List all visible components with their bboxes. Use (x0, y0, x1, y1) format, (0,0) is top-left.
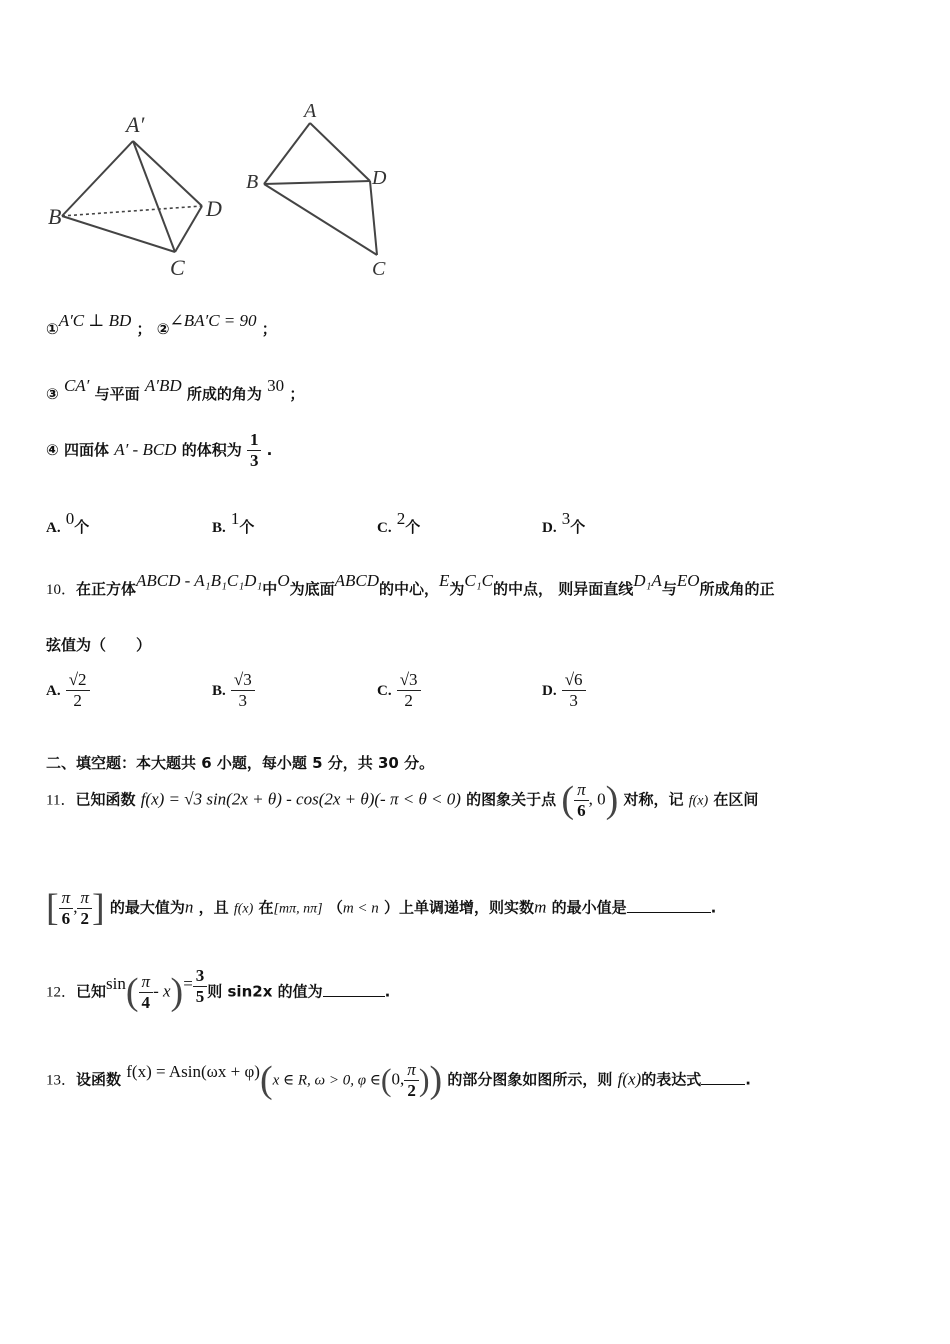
q11-answer-blank[interactable] (627, 912, 711, 913)
q10-option-c[interactable]: C. $\frac{√3}{2}$ (377, 670, 421, 711)
tetrahedron-figure (40, 100, 270, 285)
q12-answer-blank[interactable] (323, 996, 385, 997)
statement-3: ③ CA′ 与平面 A′BD 所成的角为 30 ； (46, 376, 305, 403)
statement-4-math: A′ - BCD (114, 440, 177, 459)
statement-2-number: ② (156, 320, 170, 338)
q9-option-c[interactable]: C. 2个 (377, 509, 421, 536)
q11-stem-line-2: [ $\frac{\pi}{6}$ , $\frac{\pi}{2}$ ] 的最大值为n ，且 f(x) 在[mπ, nπ] （m < n ）上单调递增，则实数m 的最小值是 . (46, 887, 717, 929)
statement-3-math-3: 30 (267, 376, 285, 395)
q10-stem: 10．在正方体ABCD - A₁B₁C₁D₁中O为底面ABCD的中心，E为C₁C的中点， 则异面直线D₁A与EO所成角的正 (46, 571, 775, 598)
label-b-left: B (48, 204, 62, 229)
q13-stem: 13．设函数 f(x) = Asin(ωx + φ)(x ∈ R, ω > 0, φ ∈(0, $\frac{\pi}{2}$ )) 的部分图象如图所示，则 f(x)的表达式 . (46, 1059, 751, 1101)
statement-3-number: ③ (46, 385, 59, 403)
statement-4-number: ④ (46, 441, 59, 459)
q12-stem: 12．已知sin( $\frac{\pi}{4}$ - x)= $\frac{3}{5}$ 则 sin2x 的值为 . (46, 965, 391, 1013)
statement-3-math-2: A′BD (144, 376, 182, 395)
label-b-right: B (246, 171, 259, 193)
statement-4-fraction: $\frac{1}{3}$ (247, 430, 262, 471)
label-a-right: A (304, 100, 317, 122)
statement-1-2: ①A′C ⊥ BD ； ②∠BA′C = 90 ； (46, 311, 277, 338)
q10-option-d[interactable]: D. $\frac{√6}{3}$ (542, 670, 586, 711)
statement-1-math: A′C ⊥ BD (58, 311, 132, 330)
q9-option-a[interactable]: A. 0个 (46, 509, 90, 536)
label-d-left: D (206, 196, 222, 221)
statement-4: ④ 四面体 A′ - BCD 的体积为 $\frac{1}{3}$ . (46, 430, 273, 470)
statement-3-text-2: 所成的角为 (186, 385, 262, 403)
statement-4-text-1: 四面体 (63, 441, 109, 459)
q10-stem-line-2: 弦值为（ ） (46, 636, 152, 654)
q9-option-d[interactable]: D. 3个 (542, 509, 586, 536)
q13-answer-blank[interactable] (701, 1084, 745, 1085)
statement-3-math-1: CA′ (63, 376, 90, 395)
label-c-left: C (170, 255, 185, 280)
label-a-prime: A′ (126, 112, 145, 137)
triangle-figure (240, 95, 410, 285)
q11-stem: 11．已知函数 f(x) = √3 sin(2x + θ) - cos(2x + θ)(- π < θ < 0) 的图象关于点 ( $\frac{\pi}{6}$ , 0) 对称，记 f(x) 在区间 (46, 779, 759, 821)
statement-2-math: ∠BA′C = 90 (169, 311, 257, 330)
label-c-right: C (372, 258, 386, 280)
q10-option-a[interactable]: A. $\frac{√2}{2}$ (46, 670, 90, 711)
statement-1-number: ① (46, 320, 59, 338)
label-d-right: D (372, 167, 387, 189)
q9-option-b[interactable]: B. 1个 (212, 509, 255, 536)
statement-4-text-2: 的体积为 (181, 441, 242, 459)
statement-3-text-1: 与平面 (94, 385, 140, 403)
q10-option-b[interactable]: B. $\frac{√3}{3}$ (212, 670, 255, 711)
section-heading: 二、填空题：本大题共 6 小题，每小题 5 分，共 30 分。 (46, 754, 435, 772)
